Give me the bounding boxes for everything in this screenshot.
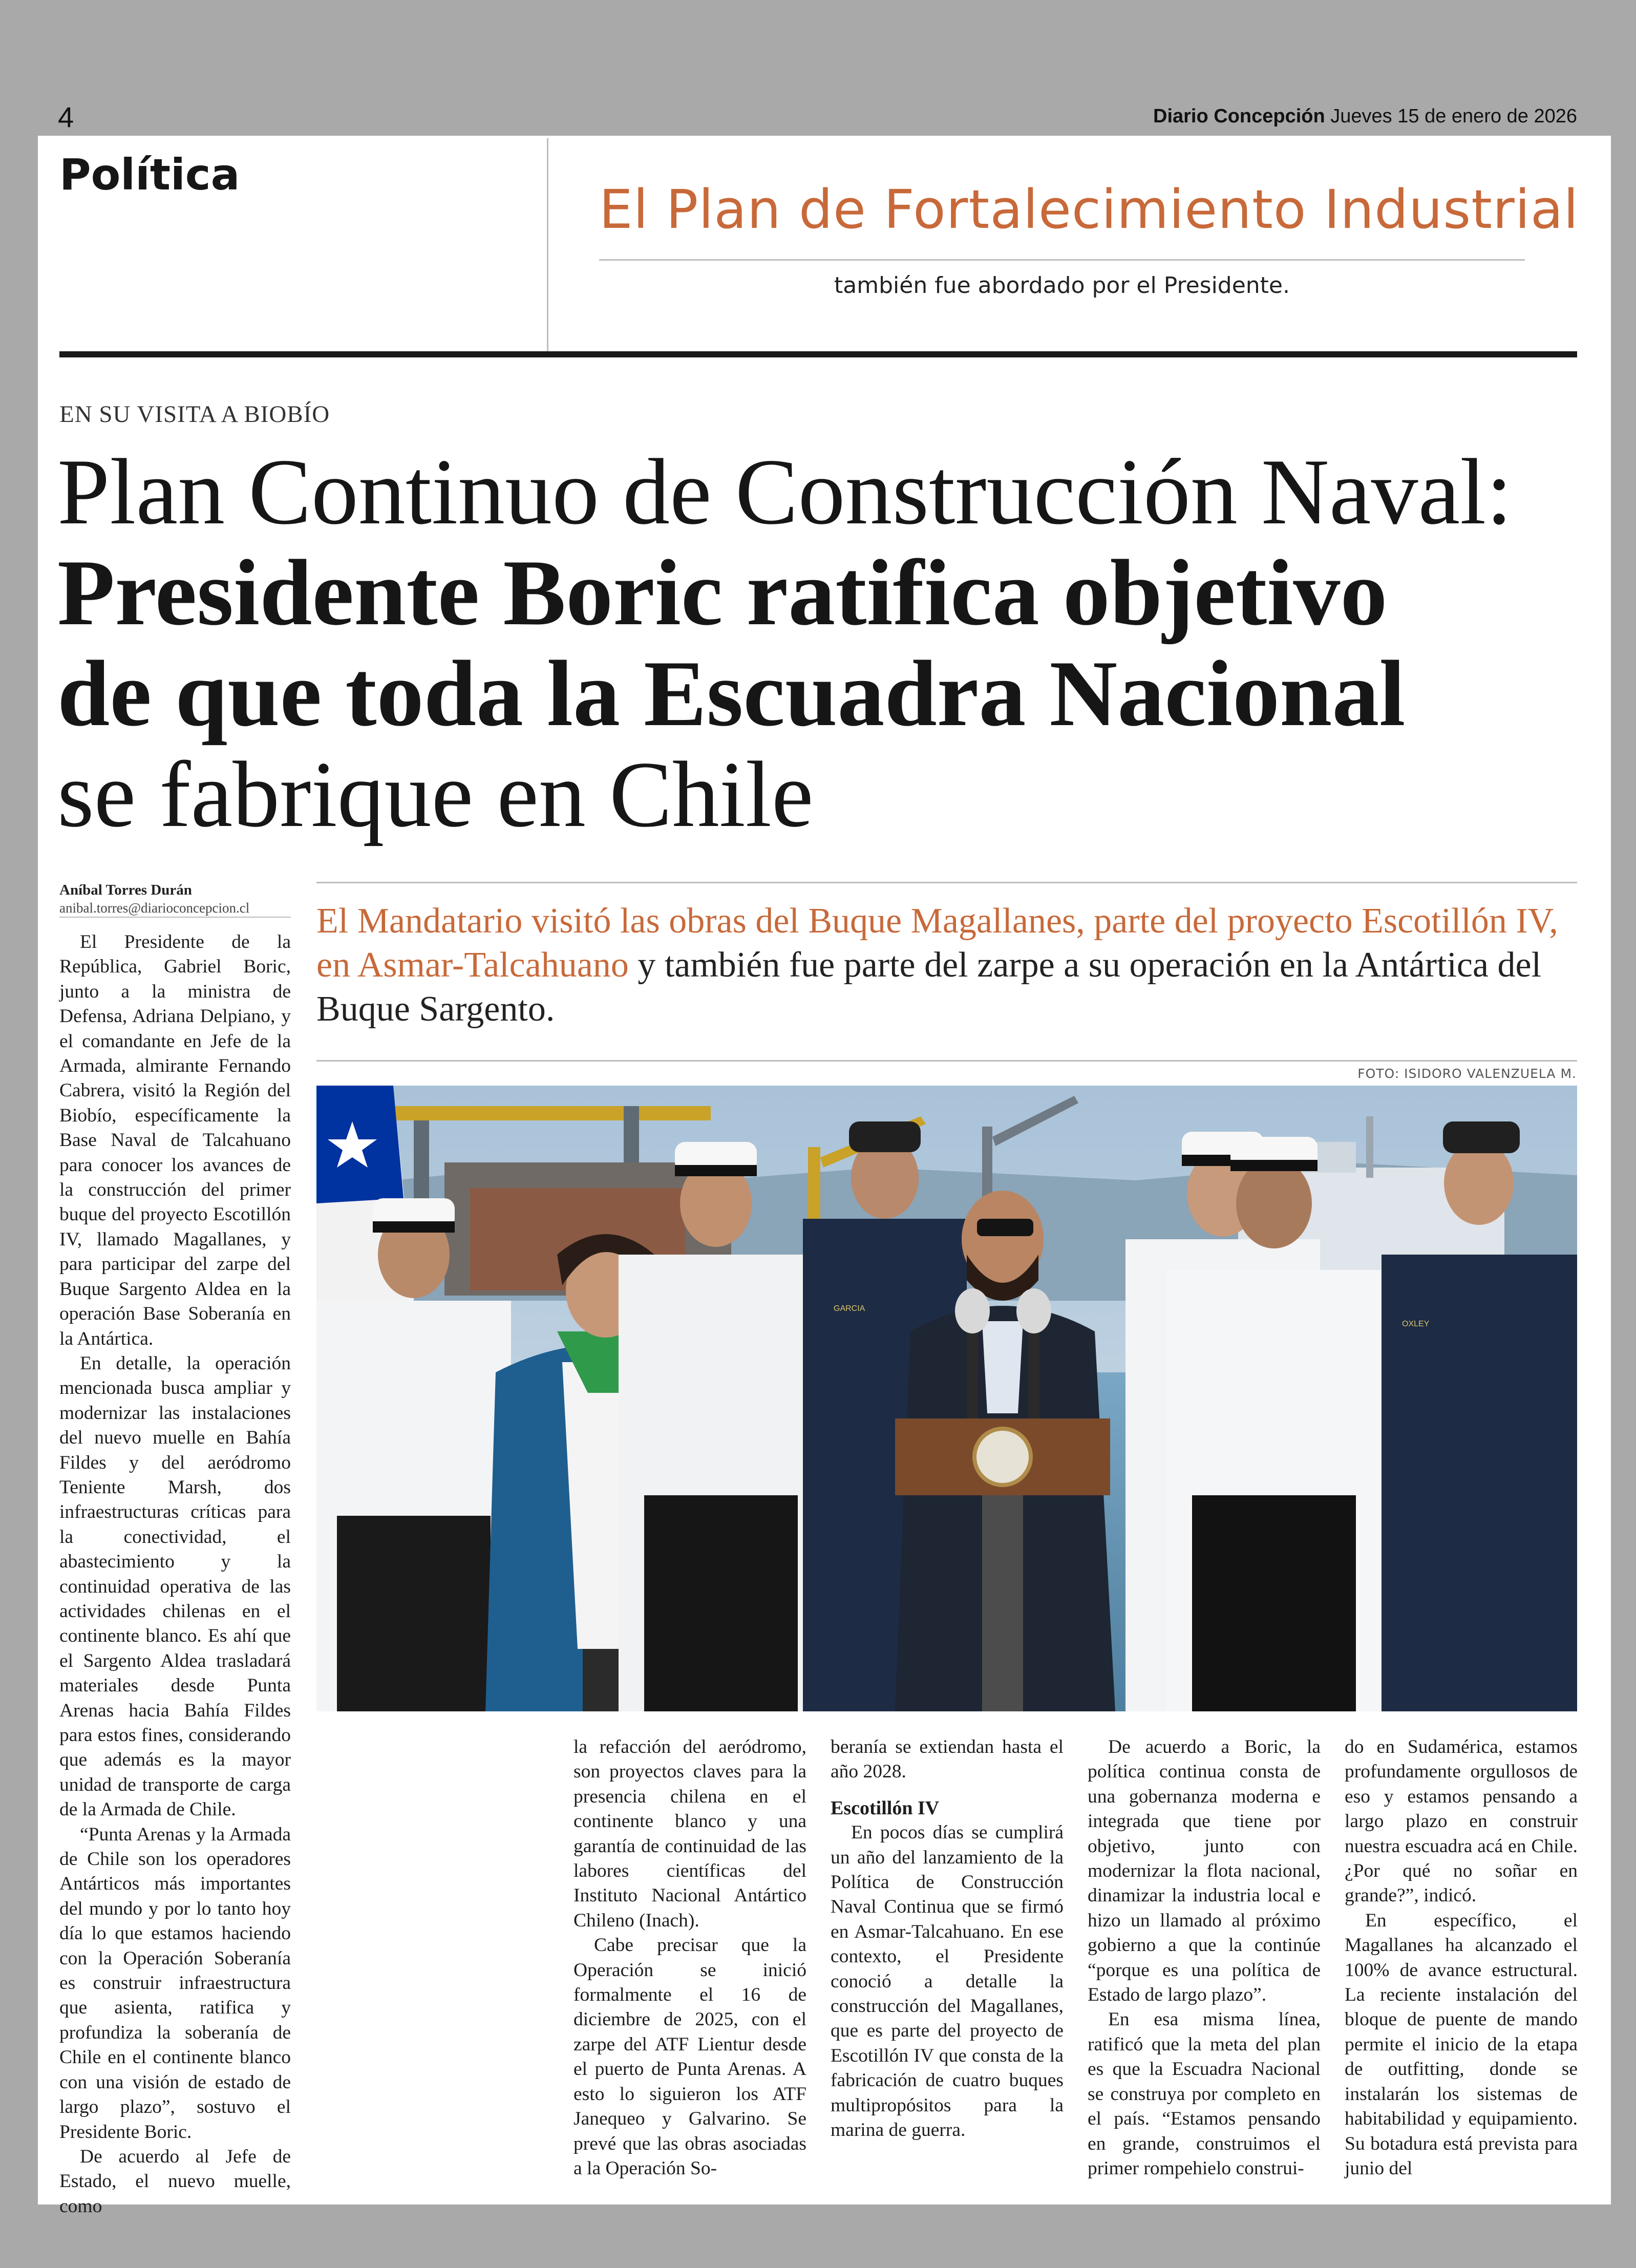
page-number: 4 — [58, 101, 74, 133]
byline-rule — [59, 917, 291, 918]
paragraph: De acuerdo a Boric, la política continua consta de una gobernanza moderna e integrada que tiene por objetivo, junto con modernizar la flota nacional, dinamizar la industria local e hizo un llamado al próximo gobierno a que la continúe “porque es una política de Estado de largo plazo”. — [1088, 1736, 1321, 2006]
section-label: Política — [59, 150, 240, 200]
paragraph: En pocos días se cumplirá un año del lanzamiento de la Política de Construcción Naval Continua que se firmó en Asmar-Talcahuano. En ese contexto, el Presidente conoció a detalle la construcción del Magallanes, que es parte del proyecto de Escotillón IV que consta de la fabricación de cuatro buques multipropósitos para la marina de guerra. — [831, 1822, 1064, 2141]
paragraph: beranía se extiendan hasta el año 2028. — [831, 1736, 1064, 1783]
article-headline — [57, 441, 1593, 845]
body-column-1 — [59, 930, 291, 2219]
paragraph: la refacción del aeródromo, son proyectos claves para la presencia chilena en el continente blanco y una garantía de continuidad de las labores científicas del Instituto Nacional Antártico Chileno (Inach). — [573, 1736, 806, 1931]
deck-rule-top — [316, 882, 1577, 883]
press-conference-photo — [316, 1086, 1577, 1711]
headline-line-4: se fabrique en Chile — [57, 742, 814, 846]
deck-rest: y también fue parte del zarpe a su operación en la Antártica del Buque Sargento. — [316, 945, 1542, 1029]
paragraph: do en Sudamérica, estamos profundamente orgullosos de eso y estamos pensando a largo plazo en construir nuestra escuadra acá en Chile. ¿Por qué no soñar en grande?”, indicó. — [1345, 1736, 1578, 1906]
headline-line-1: Plan Continuo de Construcción Naval: — [57, 439, 1513, 544]
article-deck — [316, 899, 1577, 1031]
paragraph: En específico, el Magallanes ha alcanzado el 100% de avance estructural. La reciente instalación del bloque de puente de mando permite el inicio de la etapa de outfitting, donde se instalarán los sistemas de habitabilidad y equipamiento. Su botadura está prevista para junio del — [1345, 1910, 1578, 2179]
headline-line-2: Presidente Boric ratifica objetivo — [57, 540, 1388, 645]
paragraph: En detalle, la operación mencionada busca ampliar y modernizar las instalaciones del nuevo muelle en Bahía Fildes y del aeródromo Teniente Marsh, dos infraestructuras críticas para la conectividad, el abastecimiento y la continuidad operativa de las actividades chilenas en el continente blanco. Es ahí que el Sargento Aldea trasladará materiales desde Punta Arenas hacia Bahía Fildes para estos fines, considerando que además es la mayor unidad de transporte de carga de la Armada de Chile. — [59, 1352, 291, 1820]
article-kicker: EN SU VISITA A BIOBÍO — [59, 401, 330, 428]
byline-email: anibal.torres@diarioconcepcion.cl — [59, 900, 250, 916]
paper-name: Diario Concepción — [1153, 105, 1325, 127]
headline-line-3: de que toda la Escuadra Nacional — [57, 641, 1406, 746]
deck-rule-bottom — [316, 1060, 1577, 1062]
section-divider — [547, 138, 548, 353]
name-tag-garcia: GARCIA — [834, 1304, 865, 1313]
paragraph: Cabe precisar que la Operación se inició formalmente el 16 de diciembre de 2025, con el zarpe del ATF Lientur desde el puerto de Punta Arenas. A esto lo siguieron los ATF Janequeo y Galvarino. Se prevé que las obras asociadas a la Operación So- — [573, 1935, 806, 2179]
promo-rule — [599, 259, 1525, 261]
body-column-5 — [1345, 1735, 1578, 2181]
paragraph: En esa misma línea, ratificó que la meta del plan es que la Escuadra Nacional se construya por completo en el país. “Estamos pensando en grande, construimos el primer rompehielo construi- — [1088, 2009, 1321, 2179]
photo-illustration — [316, 1086, 1577, 1711]
subheading-escotillon: Escotillón IV — [831, 1797, 940, 1819]
byline-name: Aníbal Torres Durán — [59, 882, 192, 898]
body-column-4 — [1088, 1735, 1321, 2181]
paragraph: “Punta Arenas y la Armada de Chile son los operadores Antárticos más importantes del mundo y por lo tanto hoy día lo que estamos haciendo con la Operación Soberanía es construir infraestructura que asienta, ratifica y profundiza la soberanía de Chile en el continente blanco con una visión de estado de largo plazo”, sostuvo el Presidente Boric. — [59, 1824, 291, 2143]
body-column-2 — [573, 1735, 806, 2181]
promo-subtitle: también fue abordado por el Presidente. — [834, 272, 1290, 299]
paragraph: El Presidente de la República, Gabriel Boric, junto a la ministra de Defensa, Adriana Delpiano, y el comandante en Jefe de la Armada, almirante Fernando Cabrera, visitó la Región del Biobío, específicamente la Base Naval de Talcahuano para conocer los avances de la construcción del primer buque del proyecto Escotillón IV, llamado Magallanes, y para participar del zarpe del Buque Sargento Aldea en la operación Base Soberanía en la Antártica. — [59, 931, 291, 1349]
body-column-3 — [831, 1735, 1064, 2143]
promo-title: El Plan de Fortalecimiento Industrial — [599, 178, 1579, 241]
paragraph: De acuerdo al Jefe de Estado, el nuevo muelle, como — [59, 2146, 291, 2217]
photo-credit: FOTO: ISIDORO VALENZUELA M. — [1357, 1066, 1577, 1081]
deck-accent: El Mandatario visitó las obras del Buque Magallanes, parte del proyecto Escotillón IV, en Asmar-Talcahuano — [316, 901, 1558, 985]
issue-date: Jueves 15 de enero de 2026 — [1330, 105, 1577, 127]
name-tag-oxley: OXLEY — [1402, 1320, 1430, 1328]
header-rule — [59, 351, 1577, 357]
masthead — [1153, 105, 1577, 128]
